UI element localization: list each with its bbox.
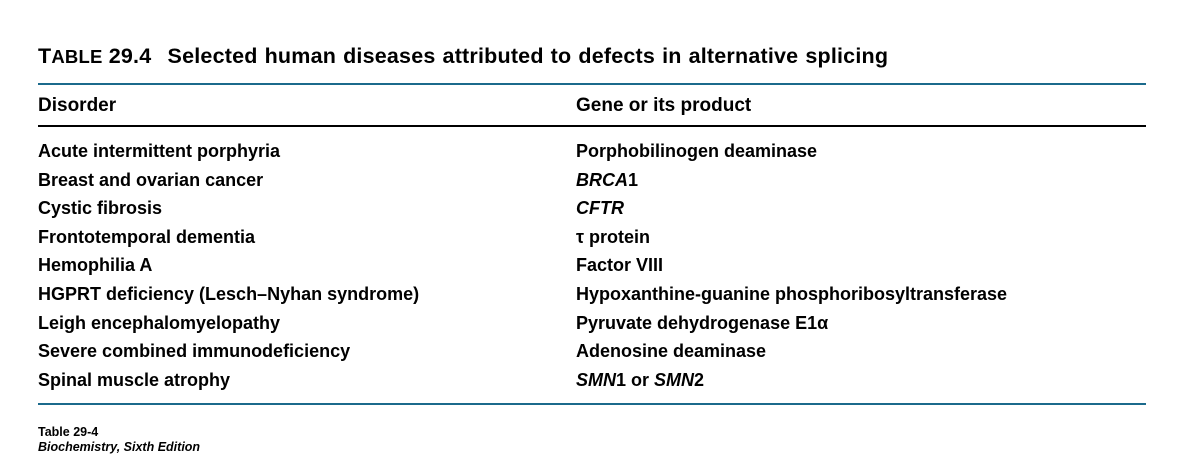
gene-symbol: CFTR — [576, 198, 624, 219]
cell-disorder: Hemophilia A — [38, 255, 153, 276]
title-word: alternative — [688, 44, 799, 68]
cell-gene — [576, 251, 1146, 280]
gene-text: Porphobilinogen deaminase — [576, 141, 818, 161]
table-title — [38, 0, 1146, 83]
gene-text: 2 — [694, 369, 705, 390]
table-row — [38, 280, 1146, 309]
column-header-disorder: Disorder — [38, 95, 117, 116]
caption-table-id: Table 29-4 — [38, 425, 99, 440]
cell-disorder: Frontotemporal dementia — [38, 226, 256, 247]
cell-disorder: Acute intermittent porphyria — [38, 141, 281, 161]
table-row — [38, 309, 1146, 338]
table-header-row — [38, 85, 1146, 125]
cell-gene — [576, 280, 1146, 309]
cell-disorder: HGPRT deficiency (Lesch–Nyhan syndrome) — [38, 283, 420, 304]
table-label-rest: ABLE — [51, 46, 103, 67]
cell-disorder: Spinal muscle atrophy — [38, 369, 231, 390]
column-header-gene: Gene or its product — [576, 95, 752, 116]
cell-gene — [576, 366, 1146, 395]
cell-disorder: Leigh encephalomyelopathy — [38, 312, 281, 333]
table-body — [38, 127, 1146, 403]
cell-disorder: Cystic fibrosis — [38, 198, 163, 219]
gene-text: Adenosine deaminase — [576, 341, 767, 362]
caption-source: Biochemistry, Sixth Edition — [38, 440, 201, 455]
table-row — [38, 194, 1146, 223]
gene-symbol: SMN — [654, 369, 695, 390]
title-word: Selected — [167, 44, 258, 68]
title-word: to — [550, 44, 572, 68]
gene-text: τ protein — [576, 226, 651, 247]
table-row — [38, 166, 1146, 195]
cell-gene — [576, 166, 1146, 195]
title-word: splicing — [805, 44, 889, 68]
table-row — [38, 337, 1146, 366]
gene-symbol: SMN — [576, 369, 616, 390]
gene-text: Hypoxanthine-guanine phosphoribosyltransferase — [576, 283, 1008, 304]
title-word: diseases — [343, 44, 436, 68]
title-word: attributed — [442, 44, 544, 68]
gene-text: 1 or — [616, 369, 655, 390]
cell-gene — [576, 309, 1146, 338]
table-row — [38, 366, 1146, 395]
table-row — [38, 137, 1146, 166]
figure-caption — [38, 405, 1146, 455]
cell-disorder: Severe combined immunodeficiency — [38, 341, 351, 362]
title-word: defects — [578, 44, 656, 68]
cell-disorder: Breast and ovarian cancer — [38, 169, 264, 190]
cell-gene — [576, 223, 1146, 252]
gene-symbol: BRCA — [576, 169, 628, 190]
table-row — [38, 251, 1146, 280]
cell-gene — [576, 194, 1146, 223]
gene-text: 1 — [628, 169, 639, 190]
table-row — [38, 223, 1146, 252]
cell-gene — [576, 137, 1146, 166]
cell-gene — [576, 337, 1146, 366]
gene-text: Pyruvate dehydrogenase E1α — [576, 312, 829, 333]
table-title-text — [168, 44, 896, 68]
table-label — [38, 46, 103, 67]
title-word: in — [662, 44, 682, 68]
table-number: 29.4 — [108, 44, 152, 68]
table-label-initial: T — [38, 44, 52, 68]
gene-text: Factor VIII — [576, 255, 664, 276]
title-word: human — [264, 44, 337, 68]
